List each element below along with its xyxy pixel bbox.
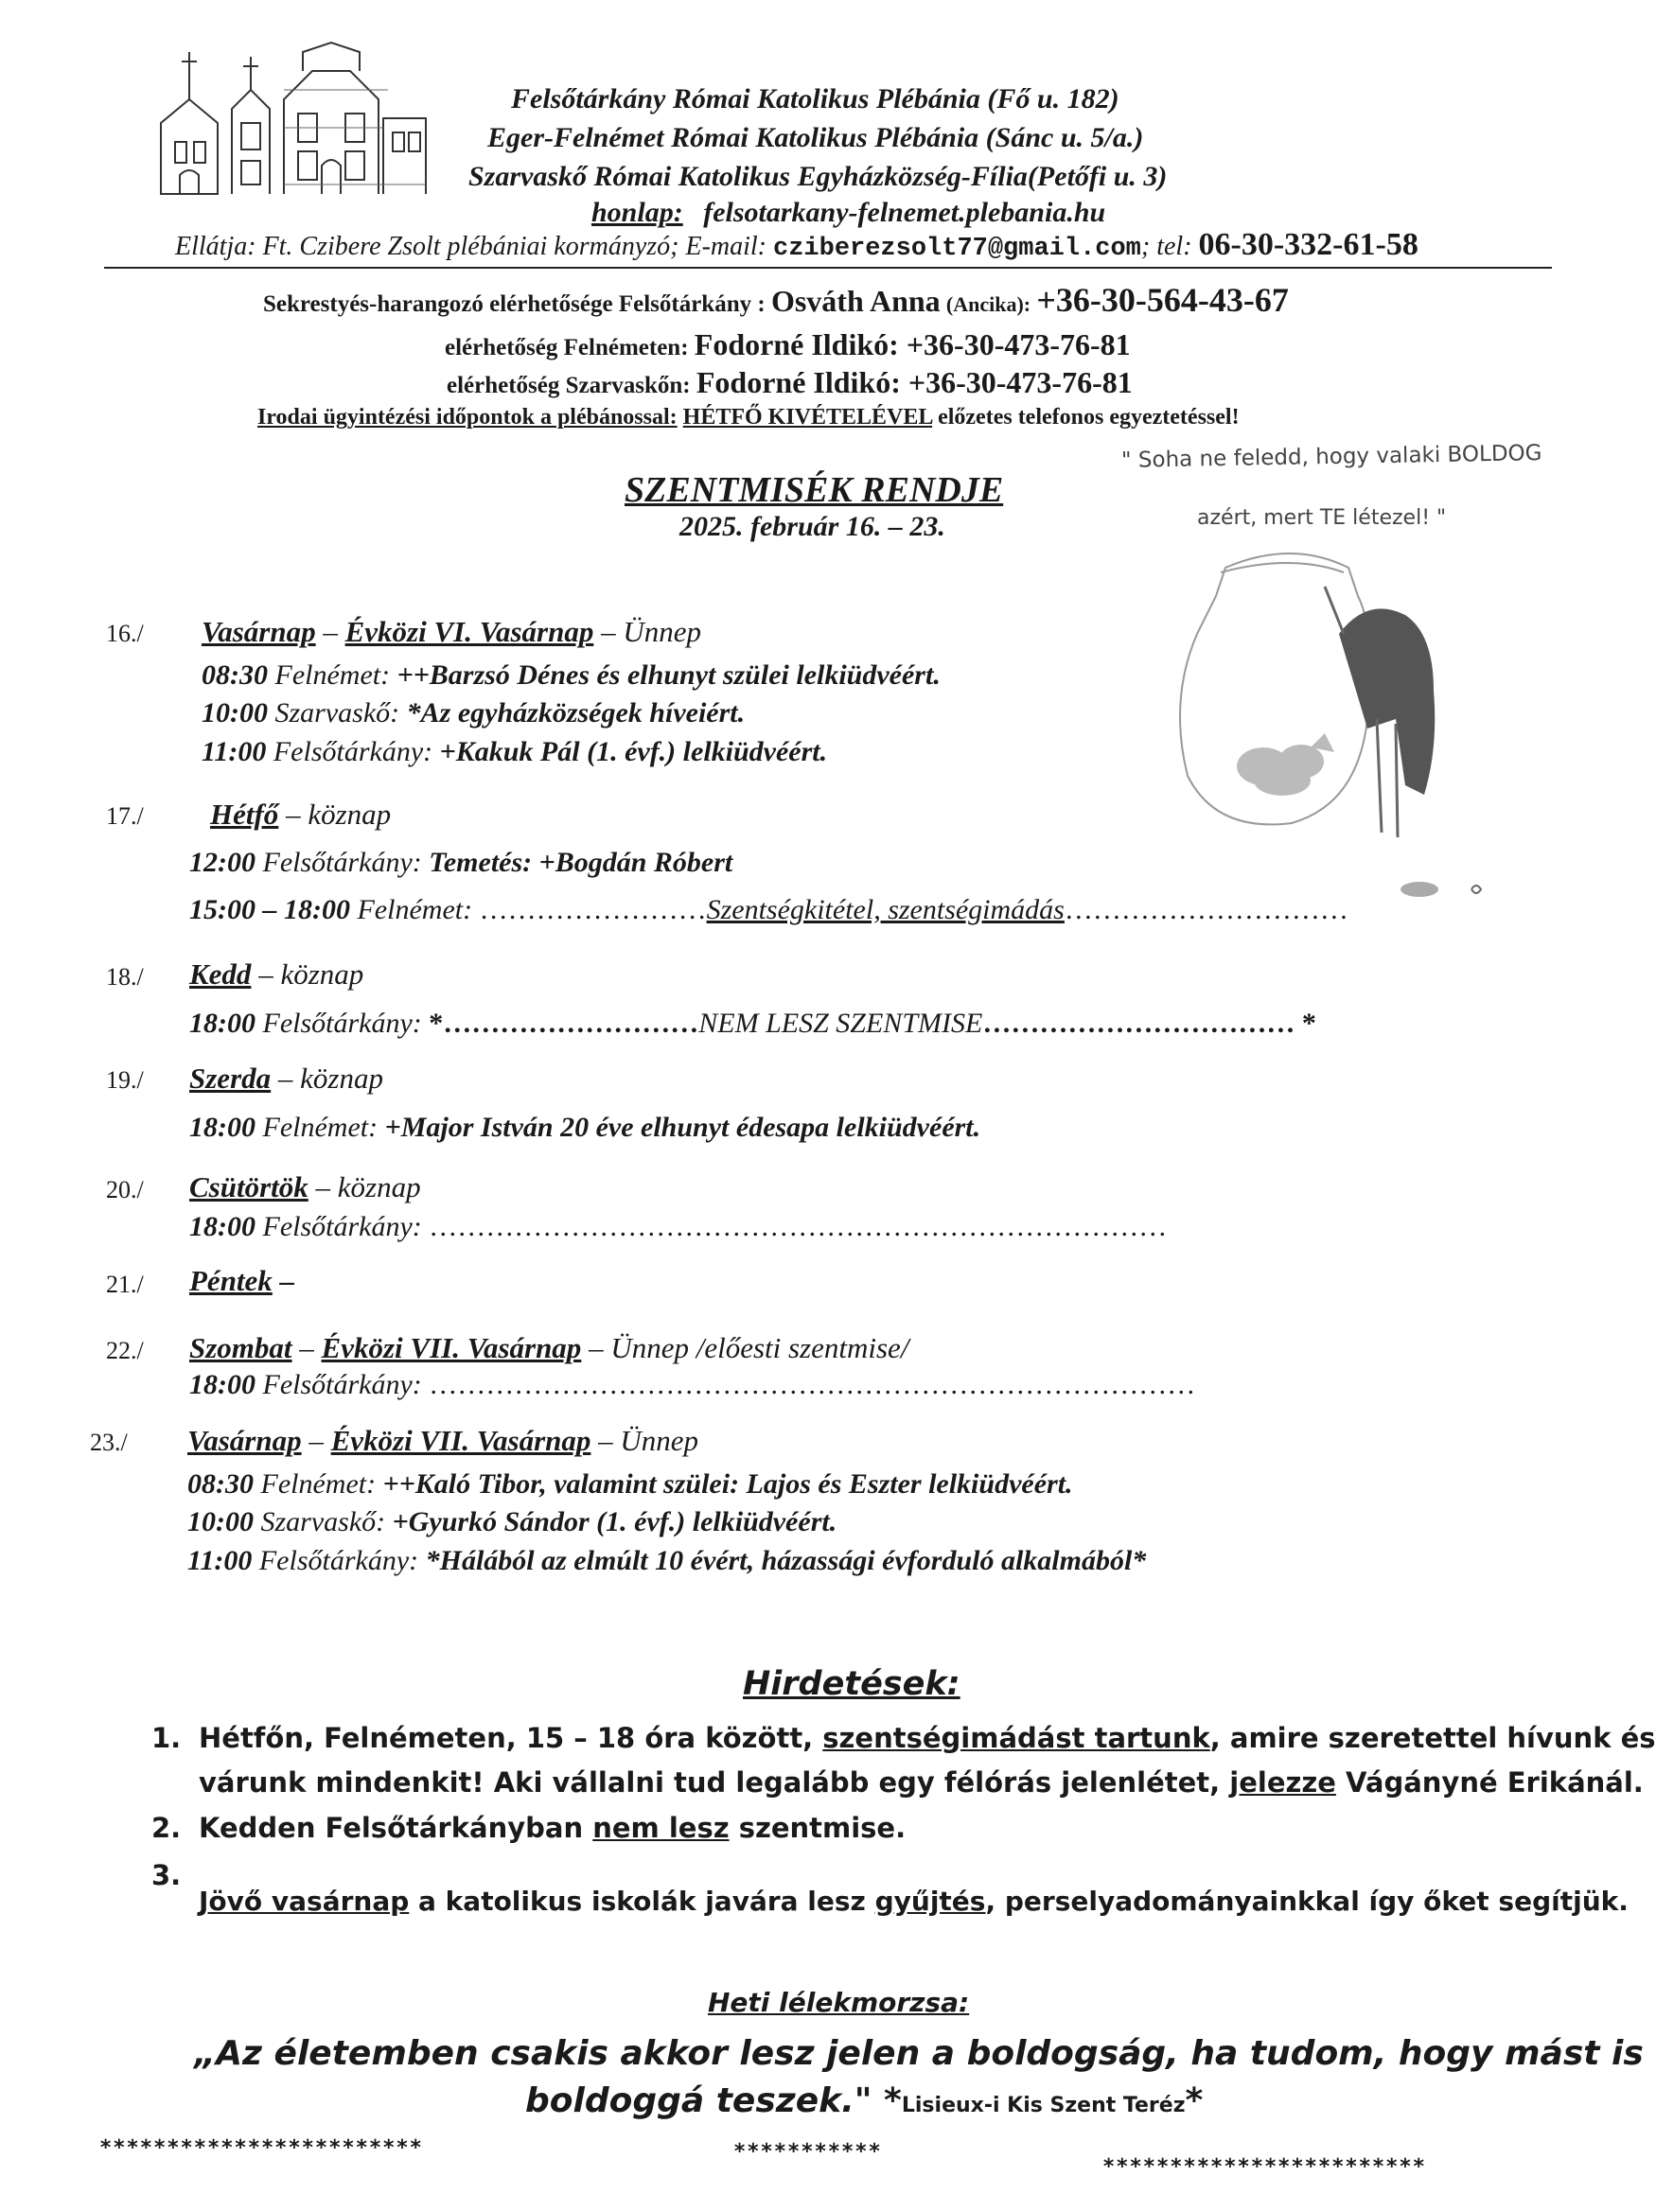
text: , amire szeretettel hívunk és <box>1209 1722 1656 1754</box>
mass-23-3 <box>187 1545 1146 1577</box>
sacristan-line <box>263 280 1289 320</box>
schedule-title: SZENTMISÉK RENDJE <box>625 470 1004 510</box>
mass-time: 18:00 <box>189 1112 255 1143</box>
mass-22-1 <box>189 1369 1195 1401</box>
text: a katolikus iskolák javára lesz <box>409 1886 875 1917</box>
day-name: Kedd <box>189 957 252 991</box>
separator: – <box>315 615 345 648</box>
announcement-3-line-1 <box>199 1881 1629 1922</box>
felnemet-contact-line <box>445 327 1131 362</box>
day-number: 19./ <box>106 1066 144 1094</box>
mass-23-2 <box>187 1506 837 1538</box>
day-number: 17./ <box>106 802 144 830</box>
quote-line-2 <box>525 2081 1203 2120</box>
quote-line-1: „Az életemben csakis akkor lesz jelen a boldogság, ha tudom, hogy mást is <box>194 2034 1644 2073</box>
mass-intention: +Major István 20 éve elhunyt édesapa lelkiüdvéért. <box>384 1112 981 1143</box>
parish-line-1: Felsőtárkány Római Katolikus Plébánia (Fő u. 182) <box>511 83 1119 114</box>
stars-right: ************************ <box>1102 2155 1426 2179</box>
mass-time: 15:00 – 18:00 <box>189 894 350 925</box>
day-heading-21 <box>189 1264 294 1298</box>
day-type: – köznap <box>278 798 392 831</box>
day-heading-17 <box>210 798 391 832</box>
announcements-title: Hirdetések: <box>743 1665 960 1703</box>
mass-20-1 <box>189 1211 1167 1243</box>
mass-place: Felnémet: <box>268 659 397 691</box>
mass-intention: +Gyurkó Sándor (1. évf.) lelkiüdvéért. <box>392 1506 837 1537</box>
separator: – <box>301 1424 331 1457</box>
day-heading-16 <box>202 615 701 649</box>
mass-intention: Szentségkitétel, szentségimádás <box>706 894 1065 925</box>
email-address[interactable]: cziberezsolt77@gmail.com <box>773 235 1141 263</box>
mass-time: 18:00 <box>189 1008 255 1039</box>
office-day: HÉTFŐ KIVÉTELÉVEL <box>682 405 933 430</box>
tel-label: ; tel: <box>1140 232 1192 261</box>
day-heading-19 <box>189 1062 383 1096</box>
mass-17-2 <box>189 894 1348 926</box>
dot-leader-end: ………………………… <box>1064 894 1348 925</box>
dot-leader: ……………………………………………………………………… <box>429 1369 1196 1400</box>
mass-time: 11:00 <box>187 1545 253 1576</box>
day-name: Péntek <box>189 1264 273 1297</box>
mass-time: 08:30 <box>187 1468 254 1500</box>
szarvasko-label: elérhetőség Szarvaskőn: <box>447 373 691 398</box>
mass-intention: Temetés: +Bogdán Róbert <box>429 847 733 878</box>
header-divider <box>104 267 1552 269</box>
motto-line-2: azért, mert TE létezel! " <box>1197 506 1447 530</box>
mass-18-1 <box>189 1008 1316 1040</box>
mass-23-1 <box>187 1468 1073 1501</box>
mass-time: 18:00 <box>189 1211 255 1242</box>
day-number: 22./ <box>106 1337 144 1364</box>
feast-name: Évközi VII. Vasárnap <box>321 1331 582 1364</box>
admin-line <box>175 227 1418 263</box>
office-note: előzetes telefonos egyeztetéssel! <box>938 405 1240 430</box>
mass-time: 08:30 <box>202 659 268 691</box>
mass-place: Felsőtárkány: <box>266 736 440 767</box>
text: Hétfőn, Felnémeten, 15 – 18 óra között, <box>199 1722 823 1754</box>
dot-leader: *……………………… <box>429 1008 699 1039</box>
mass-time: 12:00 <box>189 847 255 878</box>
sacristan-label: Sekrestyés-harangozó elérhetősége Felsőtárkány : <box>263 291 766 317</box>
mass-place: Felsőtárkány: <box>255 1211 430 1242</box>
mass-intention: *Az egyházközségek híveiért. <box>406 697 746 729</box>
mass-place: Felnémet: <box>349 894 480 925</box>
day-row-19 <box>106 1066 144 1095</box>
mass-intention: ++Barzsó Dénes és elhunyt szülei lelkiüdvéért. <box>396 659 941 691</box>
mass-17-1 <box>189 847 732 879</box>
day-heading-20 <box>189 1170 421 1204</box>
mass-place: Felnémet: <box>254 1468 383 1500</box>
day-type: – köznap <box>271 1062 383 1095</box>
office-hours-line <box>257 405 1240 430</box>
morsel-title: Heti lélekmorzsa: <box>708 1987 970 2018</box>
day-number: 18./ <box>106 963 144 991</box>
dot-leader: …………………………………………………………………… <box>429 1211 1168 1242</box>
felnemet-contact: Fodorné Ildikó: +36-30-473-76-81 <box>694 327 1131 361</box>
szarvasko-contact: Fodorné Ildikó: +36-30-473-76-81 <box>696 365 1133 399</box>
announcement-number: 3. <box>151 1859 182 1891</box>
feast-type: – Ünnep /előesti szentmise/ <box>581 1331 909 1364</box>
admin-text: Ellátja: Ft. Czibere Zsolt plébániai kormányzó; E-mail: <box>175 232 767 261</box>
day-row-17 <box>106 802 144 831</box>
day-row-23 <box>90 1429 128 1457</box>
day-type: – <box>272 1264 295 1297</box>
homepage-line <box>591 197 1105 229</box>
day-row-20 <box>106 1176 144 1204</box>
girl-with-jar-illustration <box>1150 530 1490 908</box>
parish-line-2: Eger-Felnémet Római Katolikus Plébánia (Sánc u. 5/a.) <box>487 122 1144 153</box>
mass-time: 10:00 <box>202 697 268 729</box>
dot-leader: …………………… <box>479 894 707 925</box>
stars-middle: *********** <box>733 2140 882 2164</box>
quote-text: boldoggá teszek." * <box>525 2081 902 2120</box>
quote-author: Lisieux-i Kis Szent Teréz <box>901 2094 1186 2117</box>
announcement-1-line-2 <box>199 1762 1644 1803</box>
day-name: Csütörtök <box>189 1170 308 1203</box>
mass-place: Felsőtárkány: <box>255 1369 430 1400</box>
separator: – <box>291 1331 322 1364</box>
mass-place: Felsőtárkány: <box>255 1008 430 1039</box>
announcement-number: 1. <box>151 1722 182 1754</box>
mass-place: Szarvaskő: <box>254 1506 393 1537</box>
szarvasko-contact-line <box>447 365 1133 400</box>
text: Vágányné Erikánál. <box>1335 1766 1644 1799</box>
day-row-22 <box>106 1337 144 1365</box>
mass-place: Felsőtárkány: <box>255 847 430 878</box>
text: várunk mindenkit! Aki vállalni tud legalább egy félórás jelenlétet, <box>199 1766 1230 1799</box>
mass-time: 11:00 <box>202 736 267 767</box>
text-underlined: gyűjtés <box>874 1886 986 1917</box>
quote-author-end: * <box>1185 2081 1204 2120</box>
mass-place: Felsőtárkány: <box>252 1545 426 1576</box>
schedule-date: 2025. február 16. – 23. <box>679 511 945 542</box>
sacristan-nick: (Ancika): <box>945 292 1031 316</box>
announcement-number: 2. <box>151 1812 182 1844</box>
stars-left: ************************ <box>99 2136 423 2160</box>
feast-type: – Ünnep <box>593 615 701 648</box>
mass-time: 10:00 <box>187 1506 254 1537</box>
sacristan-name: Osváth Anna <box>770 284 941 318</box>
motto-line-1: " Soha ne feledd, hogy valaki BOLDOG <box>1120 441 1542 473</box>
felnemet-label: elérhetőség Felnémeten: <box>445 335 689 360</box>
parish-line-3: Szarvaskő Római Katolikus Egyházközség-Fília(Petőfi u. 3) <box>468 161 1168 192</box>
day-name: Szerda <box>189 1062 272 1095</box>
church-logo <box>142 33 435 199</box>
day-number: 20./ <box>106 1176 144 1203</box>
announcement-1-line-1 <box>199 1717 1656 1759</box>
office-label: Irodai ügyintézési időpontok a plébánossal: <box>257 405 678 430</box>
day-name: Szombat <box>189 1331 292 1364</box>
text: szentmise. <box>729 1812 907 1844</box>
day-heading-22 <box>189 1331 908 1365</box>
feast-name: Évközi VI. Vasárnap <box>344 615 594 648</box>
sacristan-phone[interactable]: +36-30-564-43-67 <box>1036 281 1289 319</box>
church-sketch-icon <box>142 33 435 199</box>
day-heading-18 <box>189 957 363 992</box>
day-name: Vasárnap <box>202 615 316 648</box>
day-number: 16./ <box>106 620 144 647</box>
text: , perselyadományainkkal így őket segítjük. <box>985 1886 1629 1917</box>
mass-intention: NEM LESZ SZENTMISE <box>698 1008 983 1039</box>
announcement-2-line-1 <box>199 1807 906 1849</box>
mass-16-1 <box>202 659 941 692</box>
day-type: – köznap <box>308 1170 421 1203</box>
day-name: Hétfő <box>210 798 279 831</box>
announcement-1 <box>151 1717 181 1759</box>
day-name: Vasárnap <box>187 1424 302 1457</box>
text-underlined: jelezze <box>1229 1766 1336 1799</box>
announcement-3 <box>151 1854 181 1896</box>
mass-intention: ++Kaló Tibor, valamint szülei: Lajos és Eszter lelkiüdvéért. <box>382 1468 1073 1500</box>
phone-number[interactable]: 06-30-332-61-58 <box>1198 227 1418 262</box>
day-number: 23./ <box>90 1429 128 1456</box>
day-row-21 <box>106 1271 144 1299</box>
mass-16-2 <box>202 697 745 729</box>
dot-leader-end: …………………………… * <box>982 1008 1316 1039</box>
girl-jar-icon <box>1150 530 1490 908</box>
day-row-18 <box>106 963 144 992</box>
text: Kedden Felsőtárkányban <box>199 1812 593 1844</box>
mass-place: Felnémet: <box>255 1112 385 1143</box>
day-number: 21./ <box>106 1271 144 1298</box>
announcement-2 <box>151 1807 181 1849</box>
homepage-label: honlap: <box>591 197 683 228</box>
mass-intention: +Kakuk Pál (1. évf.) lelkiüdvéért. <box>439 736 828 767</box>
mass-place: Szarvaskő: <box>268 697 407 729</box>
day-row-16 <box>106 620 144 648</box>
mass-19-1 <box>189 1112 980 1144</box>
text-underlined: Jövő vasárnap <box>199 1886 410 1917</box>
text-underlined: nem lesz <box>592 1812 730 1844</box>
feast-name: Évközi VII. Vasárnap <box>330 1424 591 1457</box>
day-type: – köznap <box>251 957 364 991</box>
text-underlined: szentségimádást tartunk <box>822 1722 1210 1754</box>
day-heading-23 <box>187 1424 698 1458</box>
mass-16-3 <box>202 736 827 768</box>
homepage-url[interactable]: felsotarkany-felnemet.plebania.hu <box>703 197 1106 228</box>
mass-time: 18:00 <box>189 1369 255 1400</box>
mass-intention: *Hálából az elmúlt 10 évért, házassági évforduló alkalmából* <box>425 1545 1147 1576</box>
feast-type: – Ünnep <box>590 1424 699 1457</box>
